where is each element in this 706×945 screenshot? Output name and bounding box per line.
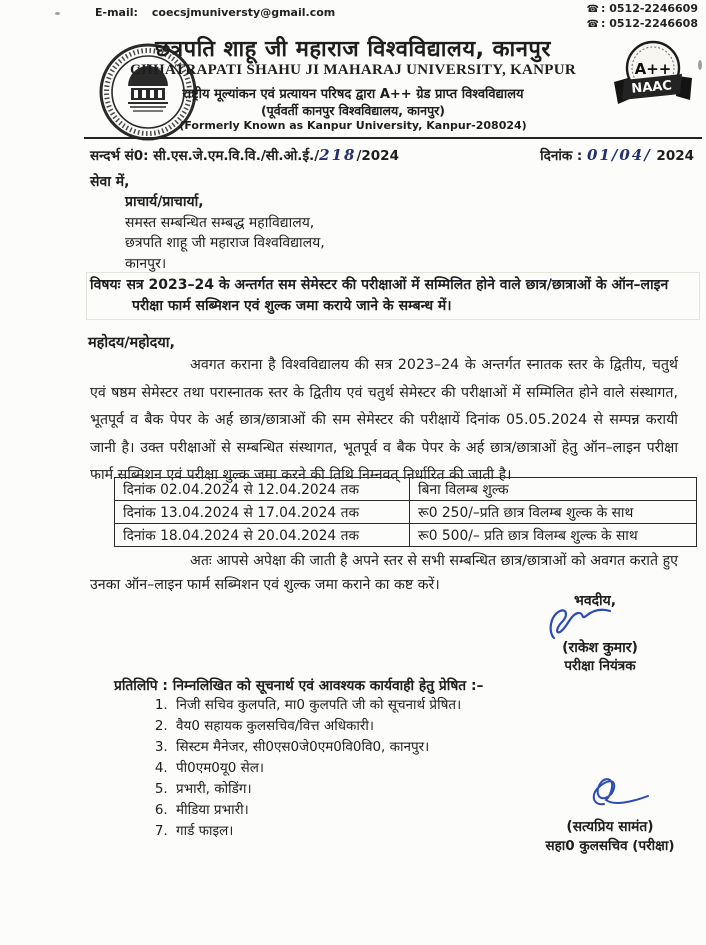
- fee-amount-cell: बिना विलम्ब शुल्क: [410, 478, 697, 501]
- header-subtitle-former-hindi: (पूर्ववर्ती कानपुर विश्वविद्यालय, कानपुर): [260, 103, 446, 118]
- phone-number-1: 0512-2246609: [609, 2, 698, 15]
- table-row: [115, 524, 697, 547]
- cc-item: 3. सिस्टम मैनेजर, सी0एस0जे0एम0वि0वि0, कानपुर।: [172, 737, 461, 758]
- header-subtitle-former-english: (Formerly Known as Kanpur University, Kanpur-208024): [179, 119, 527, 132]
- date-label: दिनांक :: [540, 148, 583, 164]
- phone-icon: ☎: [586, 19, 599, 30]
- university-name-hindi: छत्रपति शाहू जी महाराज विश्वविद्यालय, कानपुर: [155, 37, 551, 62]
- header-divider: [84, 137, 702, 139]
- phone-icon: ☎: [586, 4, 599, 15]
- date-year: 2024: [656, 148, 694, 164]
- phone-line-1: ☎ : 0512-2246609: [586, 2, 698, 15]
- cc-item: 2. वैय0 सहायक कुलसचिव/वित्त अधिकारी।: [172, 716, 461, 737]
- subject-body: सत्र 2023–24 के अन्तर्गत सम सेमेस्टर की परीक्षाओं में सम्मिलित होने वाले छात्र/छात्राओं के ऑन–लाइन परीक्षा फार्म सब्मिशन एवं शुल्क जमा कराये जाने के सम्बन्ध में।: [126, 277, 669, 314]
- cc-item: 5. प्रभारी, कोडिंग।: [172, 779, 461, 800]
- cc-item: 4. पी0एम0यू0 सेल।: [172, 758, 461, 779]
- header-subtitle-naac: राष्ट्रीय मूल्यांकन एवं प्रत्यायन परिषद द्वारा A++ ग्रेड प्राप्त विश्वविद्यालय: [182, 87, 524, 102]
- scan-artifact: [55, 12, 60, 15]
- phone-number-2: 0512-2246608: [609, 17, 698, 30]
- body-paragraph-1: अवगत कराना है विश्वविद्यालय की सत्र 2023–24 के अन्तर्गत स्नातक स्तर के द्वितीय, चतुर्थ एवं षष्ठम सेमेस्टर तथा परास्नातक स्तर के द्वितीय एवं चतुर्थ सेमेस्टर की परीक्षाओं में सम्मिलित होने वाले संस्थागत, भूतपूर्व व बैक पेपर के अर्ह छात्र/छात्राओं की सम सेमेस्टर की परीक्षायें दिनांक 05.05.2024 से सम्पन्न करायी जानी है। उक्त परीक्षाओं से सम्बन्धित संस्थागत, भूतपूर्व व बैक पेपर के अर्ह छात्र/छात्राओं हेतु ऑन–लाइन परीक्षा फार्म सब्मिशन एवं परीक्षा शुल्क जमा करने की तिथि निम्नवत् निर्धारित की जाती है।: [90, 357, 678, 483]
- fee-period-cell: दिनांक 13.04.2024 से 17.04.2024 तक: [115, 501, 410, 524]
- body-paragraph-2: अतः आपसे अपेक्षा की जाती है अपने स्तर से सभी सम्बन्धित छात्र/छात्राओं को अवगत कराते हुए उनका ऑन–लाइन फार्म सब्मिशन एवं शुल्क जमा कराने का कष्ट करें।: [90, 553, 678, 593]
- table-row: [115, 501, 697, 524]
- email-label: E-mail:: [95, 6, 138, 19]
- addressee-line: छत्रपति शाहू जी महाराज विश्वविद्यालय,: [125, 235, 325, 251]
- reference-number-handwritten: 218: [319, 146, 357, 164]
- subject-label: विषयः: [90, 277, 121, 293]
- signatory-designation: सहा0 कुलसचिव (परीक्षा): [545, 838, 675, 854]
- cc-item: 1. निजी सचिव कुलपति, मा0 कुलपति जी को सूचनार्थ प्रेषित।: [172, 695, 461, 716]
- signature-satyapriya-samant-icon: [576, 770, 666, 818]
- salutation: सेवा में,: [90, 174, 130, 190]
- fee-period-cell: दिनांक 02.04.2024 से 12.04.2024 तक: [115, 478, 410, 501]
- phone-numbers: [587, 2, 698, 32]
- fee-schedule-table: [114, 477, 697, 547]
- closing-word: भवदीय,: [574, 593, 617, 609]
- letter-date: [540, 146, 694, 164]
- reference-row: [90, 146, 694, 164]
- university-name-english: CHHATRAPATI SHAHU JI MAHARAJ UNIVERSITY, KANPUR: [129, 62, 577, 78]
- greeting: महोदय/महोदया,: [88, 335, 176, 351]
- fee-period-cell: दिनांक 18.04.2024 से 20.04.2024 तक: [115, 524, 410, 547]
- email-address: coecsjmuniversty@gmail.com: [151, 6, 336, 19]
- reference-year: /2024: [356, 148, 399, 164]
- svg-text:NAAC: NAAC: [630, 78, 673, 97]
- reference-number: [90, 146, 399, 164]
- signatory-name: (सत्यप्रिय सामंत): [566, 819, 654, 835]
- fee-amount-cell: रू0 500/– प्रति छात्र विलम्ब शुल्क के साथ: [410, 524, 697, 547]
- cc-item: 7. गार्ड फाइल।: [172, 821, 461, 842]
- cc-item: 6. मीडिया प्रभारी।: [172, 800, 461, 821]
- addressee-line: समस्त सम्बन्धित सम्बद्ध महाविद्यालय,: [125, 214, 315, 231]
- phone-line-2: ☎ : 0512-2246608: [586, 17, 698, 30]
- fee-amount-cell: रू0 250/–प्रति छात्र विलम्ब शुल्क के साथ: [410, 501, 697, 524]
- addressee-line: कानपुर।: [125, 255, 167, 272]
- table-row: [115, 478, 697, 501]
- cc-list: [152, 695, 461, 842]
- addressee-block: [125, 192, 325, 274]
- signatory-name: (राकेश कुमार): [562, 640, 638, 656]
- svg-text:A++: A++: [634, 60, 672, 78]
- reference-label: सन्दर्भ सं0: सी.एस.जे.एम.वि.वि./सी.ओ.ई./: [90, 148, 320, 164]
- addressee-line: प्राचार्य/प्राचार्या,: [125, 194, 204, 210]
- signatory-designation: परीक्षा नियंत्रक: [564, 658, 636, 674]
- cc-heading: प्रतिलिपि : निम्नलिखित को सूचनार्थ एवं आवश्यक कार्यवाही हेतु प्रेषित :–: [114, 678, 484, 694]
- date-handwritten: 01/04/: [587, 146, 652, 164]
- subject-block: [86, 272, 700, 320]
- subject-text: [90, 275, 696, 317]
- scan-artifact: [698, 60, 702, 70]
- email-line: [95, 6, 335, 19]
